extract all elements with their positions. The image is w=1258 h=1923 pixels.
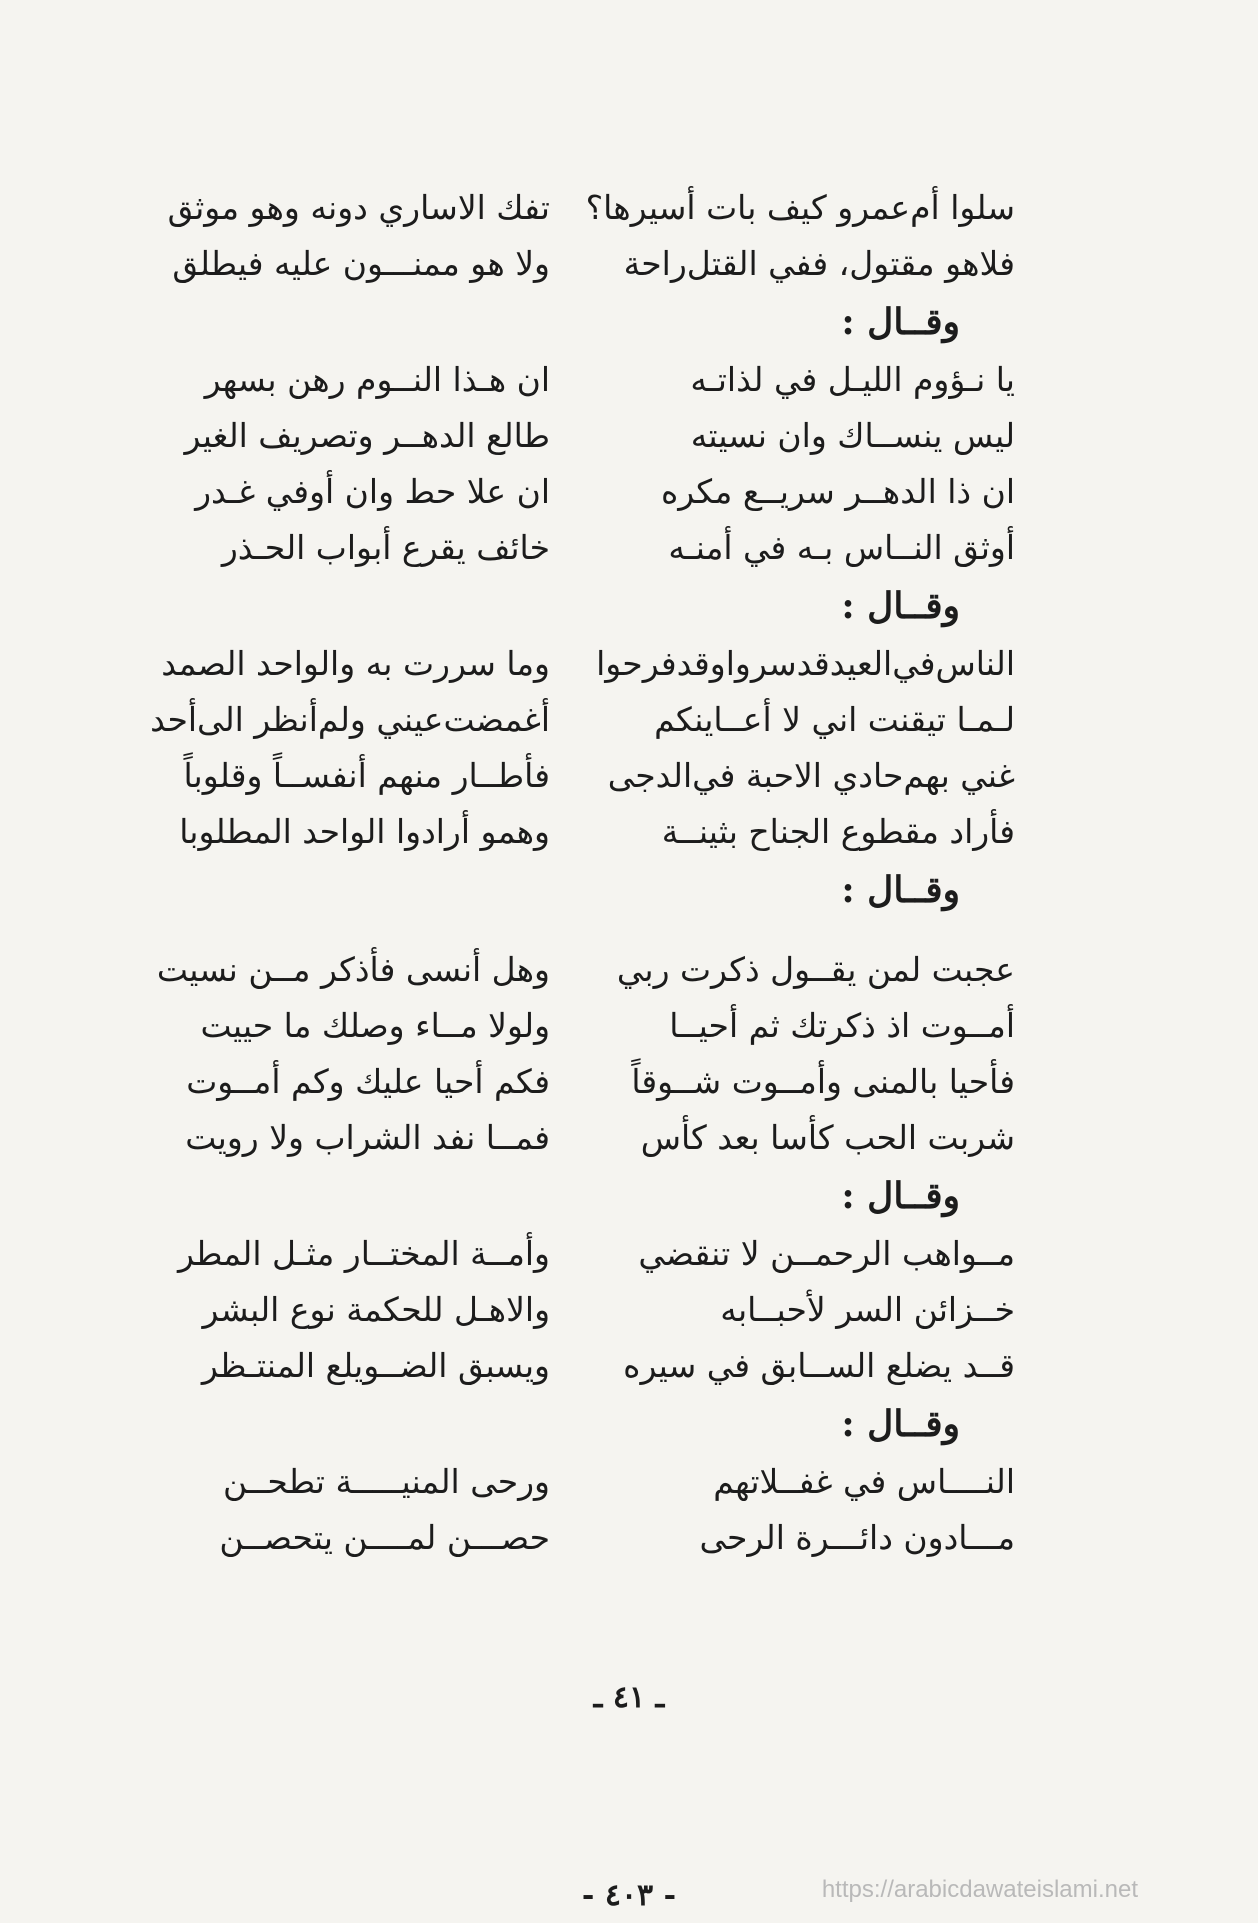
verse-first-hemistich: لـمـا تيقنت اني لا أعــاينكم xyxy=(654,700,1015,739)
verse-first-hemistich: أمــوت اذ ذكرتك ثم أحيــا xyxy=(669,1006,1015,1045)
spacer xyxy=(110,920,1015,942)
verse-line xyxy=(110,1054,1015,1110)
verse-first-hemistich: النــــاس في غفــلاتهم xyxy=(713,1462,1015,1501)
verse-first-hemistich: فأحيا بالمنى وأمــوت شــوقاً xyxy=(631,1062,1015,1101)
verse-first-hemistich: مــواهب الرحمــن لا تنقضي xyxy=(638,1234,1015,1273)
verse-first-hemistich: غني بهم‌حادي الاحبة في‌الدجى xyxy=(607,756,1015,795)
poem-block xyxy=(110,180,1015,1566)
verse-second-hemistich: فكم أحيا عليك وكم أمــوت xyxy=(186,1062,550,1101)
poem-section xyxy=(110,292,1015,576)
verse-first-hemistich: ليس ينســاك وان نسيته xyxy=(690,416,1015,455)
verse-first-hemistich: أوثق النــاس بـه في أمنـه xyxy=(668,528,1015,567)
verse-line xyxy=(110,1110,1015,1166)
section-heading: وقــال : xyxy=(841,1403,960,1445)
verse-second-hemistich: ويسبق الضــويلع المنتـظر xyxy=(201,1346,550,1385)
verse-line xyxy=(110,180,1015,236)
poem-section xyxy=(110,576,1015,860)
verse-first-hemistich: شربت الحب كأسا بعد كأس xyxy=(640,1118,1015,1157)
verse-first-hemistich: قــد يضلع الســابق في سيره xyxy=(623,1346,1015,1385)
verse-line xyxy=(110,998,1015,1054)
verse-second-hemistich: وهمو أرادوا الواحد المطلوبا xyxy=(179,812,550,851)
verse-line xyxy=(110,352,1015,408)
verse-second-hemistich: أغمضت‌عيني ولم‌أنظر الى‌أحد xyxy=(150,700,550,739)
verse-second-hemistich: ان هـذا النــوم رهن بسهر xyxy=(204,360,550,399)
poem-section xyxy=(110,1166,1015,1394)
section-heading: وقــال : xyxy=(841,869,960,911)
verse-second-hemistich: وما سررت به والواحد الصمد xyxy=(161,644,550,683)
verse-second-hemistich: طالع الدهــر وتصريف الغير xyxy=(184,416,550,455)
verse-line xyxy=(110,1226,1015,1282)
verse-first-hemistich: سلوا أم‌عمرو كيف بات أسيرها؟ xyxy=(585,188,1015,227)
outer-page-number: - ٤٠٣ - xyxy=(581,1878,677,1913)
verse-first-hemistich: يا نـؤوم الليـل في لذاتـه xyxy=(690,360,1015,399)
verse-line xyxy=(110,1282,1015,1338)
verse-line xyxy=(110,942,1015,998)
verse-second-hemistich: ورحى المنيـــــة تطحــن xyxy=(222,1462,550,1501)
verse-second-hemistich: فأطــار منهم أنفســاً وقلوباً xyxy=(183,756,550,795)
verse-first-hemistich: خــزائن السر لأحبــابه xyxy=(720,1290,1015,1329)
verse-first-hemistich: فأراد مقطوع الجناح بثينــة xyxy=(661,812,1015,851)
verse-first-hemistich: مـــادون دائـــرة الرحى xyxy=(699,1518,1015,1557)
verse-second-hemistich: تفك الاساري دونه وهو موثق xyxy=(167,188,550,227)
verse-second-hemistich: وهل أنسى فأذكر مــن نسيت xyxy=(156,950,550,989)
verse-line xyxy=(110,1338,1015,1394)
verse-line xyxy=(110,1454,1015,1510)
verse-first-hemistich: الناس‌في‌العيدقدسرواوقدفرحوا xyxy=(596,644,1015,683)
verse-second-hemistich: خائف يقرع أبواب الحـذر xyxy=(221,528,550,567)
poem-section xyxy=(110,1394,1015,1566)
verse-line xyxy=(110,464,1015,520)
verse-first-hemistich: فلاهو مقتول، ففي القتل‌راحة xyxy=(623,244,1015,283)
verse-line xyxy=(110,520,1015,576)
verse-second-hemistich: وأمــة المختــار مثـل المطر xyxy=(177,1234,550,1273)
verse-second-hemistich: حصـــن لمــــن يتحصــن xyxy=(219,1518,550,1557)
section-heading: وقــال : xyxy=(841,301,960,343)
section-heading: وقــال : xyxy=(841,585,960,627)
verse-second-hemistich: والاهـل للحكمة نوع البشر xyxy=(202,1290,550,1329)
verse-first-hemistich: عجبت لمن يقــول ذكرت ربي xyxy=(616,950,1015,989)
verse-line xyxy=(110,692,1015,748)
poem-section xyxy=(110,860,1015,1166)
verse-second-hemistich: ان علا حط وان أوفي غـدر xyxy=(195,472,550,511)
verse-second-hemistich: ولا هو ممنـــون عليه فيطلق xyxy=(172,244,550,283)
verse-second-hemistich: فمــا نفد الشراب ولا رويت xyxy=(185,1118,550,1157)
inner-page-number: ـ ٤١ ـ xyxy=(593,1680,665,1715)
verse-line xyxy=(110,1510,1015,1566)
verse-first-hemistich: ان ذا الدهــر سريــع مكره xyxy=(660,472,1015,511)
verse-line xyxy=(110,636,1015,692)
verse-line xyxy=(110,408,1015,464)
verse-line xyxy=(110,748,1015,804)
poem-section xyxy=(110,180,1015,292)
verse-second-hemistich: ولولا مــاء وصلك ما حييت xyxy=(200,1006,550,1045)
watermark-url: https://arabicdawateislami.net xyxy=(821,1876,1138,1903)
section-heading: وقــال : xyxy=(841,1175,960,1217)
verse-line xyxy=(110,236,1015,292)
verse-line xyxy=(110,804,1015,860)
